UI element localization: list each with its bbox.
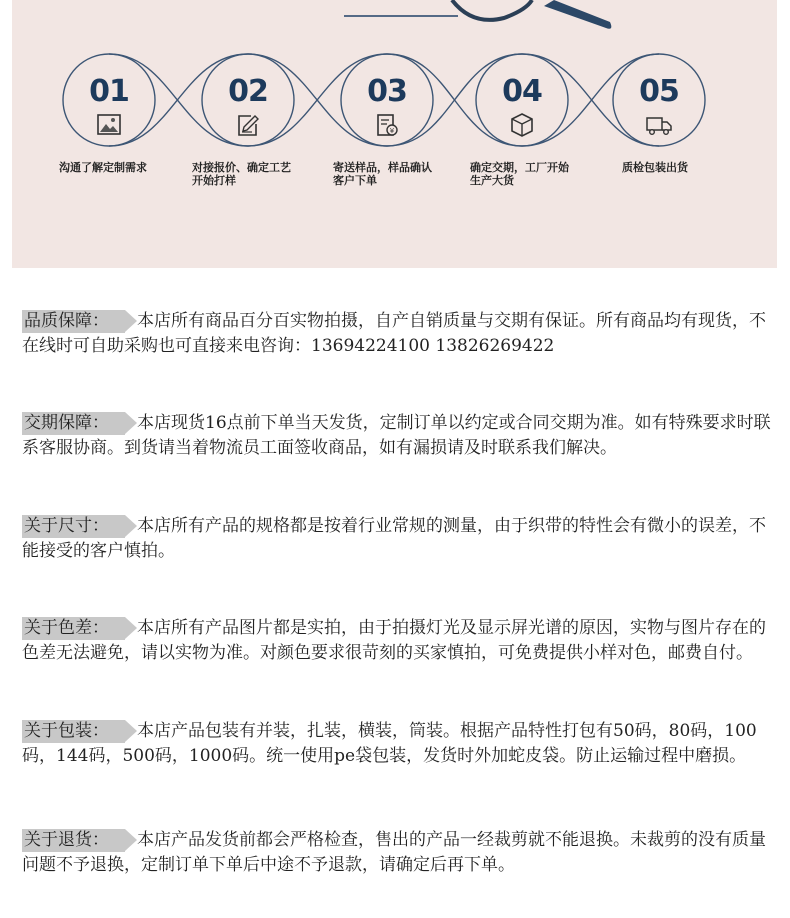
step-number: 05	[639, 74, 679, 109]
policy-quality	[22, 309, 774, 359]
policy-returns	[22, 828, 774, 878]
process-step-4	[470, 60, 574, 140]
step-label: 寄送样品，样品确认 客户下单	[333, 161, 432, 187]
policy-delivery	[22, 411, 774, 461]
svg-text:¥: ¥	[389, 127, 395, 135]
step-label: 确定交期，工厂开始 生产大货	[470, 161, 569, 187]
process-banner	[12, 0, 777, 268]
process-step-1	[57, 60, 161, 140]
policy-tag: 品质保障：	[22, 310, 125, 333]
step-label: 对接报价、确定工艺 开始打样	[192, 161, 291, 187]
policy-tag: 交期保障：	[22, 412, 125, 435]
policy-text: 本店所有产品的规格都是按着行业常规的测量，由于织带的特性会有微小的误差，不能接受的客户慎拍。	[22, 516, 766, 561]
box-icon	[509, 112, 535, 138]
step-label: 质检包装出货	[622, 161, 688, 174]
policy-tag: 关于尺寸：	[22, 515, 125, 538]
invoice-icon	[374, 112, 400, 138]
step-number: 04	[502, 74, 542, 109]
edit-document-icon	[235, 112, 261, 138]
process-step-2	[196, 60, 300, 140]
step-number: 03	[367, 74, 407, 109]
policy-text: 本店现货16点前下单当天发货，定制订单以约定或合同交期为准。如有特殊要求时联系客服协商。到货请当着物流员工面签收商品，如有漏损请及时联系我们解决。	[22, 413, 771, 458]
image-icon	[96, 112, 122, 138]
policy-color	[22, 616, 774, 666]
process-step-3	[335, 60, 439, 140]
policy-size	[22, 514, 774, 564]
policy-tag: 关于色差：	[22, 617, 125, 640]
policy-text: 本店所有产品图片都是实拍，由于拍摄灯光及显示屏光谱的原因，实物与图片存在的色差无法避免，请以实物为准。对颜色要求很苛刻的买家慎拍，可免费提供小样对色，邮费自付。	[22, 618, 766, 663]
step-label: 沟通了解定制需求	[59, 161, 147, 174]
policy-text: 本店所有商品百分百实物拍摄，自产自销质量与交期有保证。所有商品均有现货，不在线时可自助采购也可直接来电咨询：13694224100 13826269422	[22, 311, 766, 356]
step-number: 02	[228, 74, 268, 109]
step-number: 01	[89, 74, 129, 109]
delivery-truck-icon	[646, 112, 672, 138]
policy-text: 本店产品发货前都会严格检查，售出的产品一经裁剪就不能退换。未裁剪的没有质量问题不予退换，定制订单下单后中途不予退款，请确定后再下单。	[22, 830, 766, 875]
policy-tag: 关于包装：	[22, 720, 125, 743]
policy-text: 本店产品包装有并装，扎装，横装，筒装。根据产品特性打包有50码，80码，100码，144码，500码，1000码。统一使用pe袋包装，发货时外加蛇皮袋。防止运输过程中磨损。	[22, 721, 757, 766]
process-step-5	[607, 60, 711, 140]
policy-packaging	[22, 719, 774, 769]
policy-tag: 关于退货：	[22, 829, 125, 852]
